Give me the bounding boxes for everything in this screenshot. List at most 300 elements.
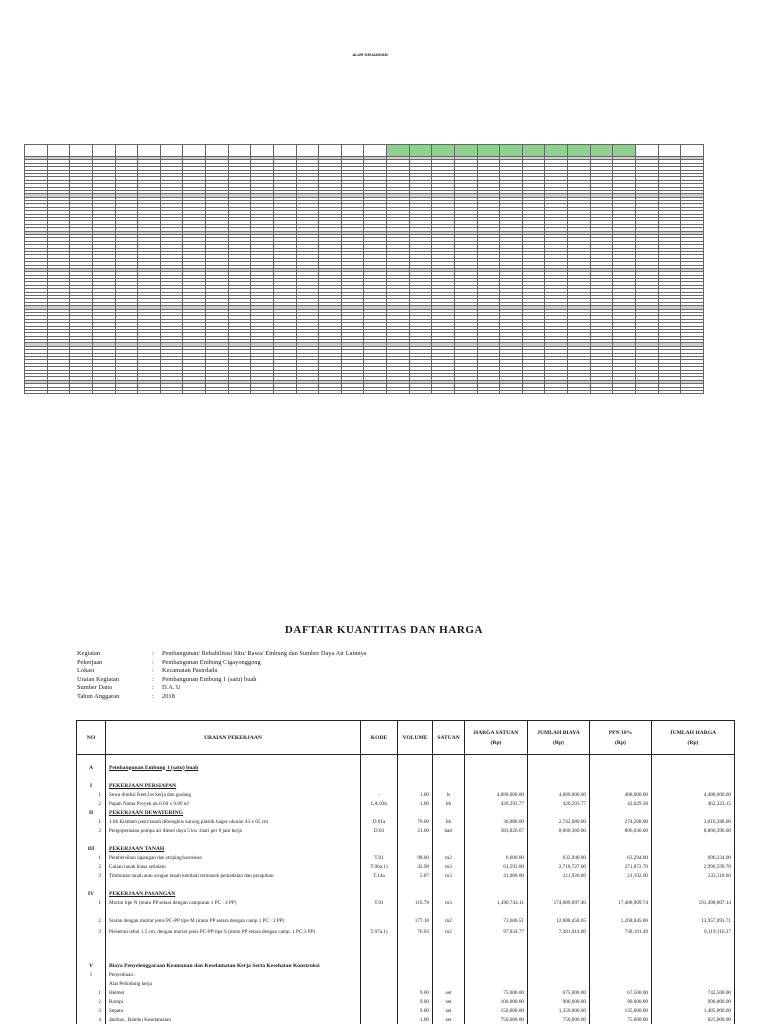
row-jumlah-biaya: 12,688,458.65 <box>528 917 590 926</box>
empty-cell <box>652 782 735 791</box>
summary-header-cell <box>500 145 523 157</box>
row-no: 1 <box>77 989 106 998</box>
row-harga-satuan: 71,600.51 <box>465 917 528 926</box>
empty-cell <box>361 971 398 980</box>
empty-cell <box>465 980 528 989</box>
empty-cell <box>590 845 652 854</box>
empty-cell <box>465 809 528 818</box>
empty-cell <box>465 782 528 791</box>
empty-cell <box>361 764 398 773</box>
table-row <box>77 773 735 782</box>
empty-cell <box>361 890 398 899</box>
table-row <box>77 998 735 1007</box>
row-satuan: m2 <box>433 926 465 944</box>
empty-cell <box>433 836 465 845</box>
row-ppn: 17,408,909.74 <box>590 899 652 908</box>
empty-cell <box>652 773 735 782</box>
row-uraian: Pengoperasian pompa air diesel daya 5 kw 1hari per 8 jam kerja <box>106 827 361 836</box>
row-jumlah-biaya: 632,940.00 <box>528 854 590 863</box>
empty-cell <box>361 809 398 818</box>
col-header-no: NO <box>77 721 106 755</box>
info-row <box>77 684 367 693</box>
empty-cell <box>361 881 398 890</box>
row-jumlah-harga: 696,234.00 <box>652 854 735 863</box>
summary-header-cell <box>138 145 161 157</box>
empty-cell <box>465 971 528 980</box>
row-no: 1 <box>77 899 106 908</box>
table-row <box>77 791 735 800</box>
row-harga-satuan: 36,080.00 <box>465 818 528 827</box>
empty-cell <box>398 908 433 917</box>
row-uraian: Papan Nama Proyek uk.0.60 x 0.80 m² <box>106 800 361 809</box>
empty-cell <box>528 773 590 782</box>
empty-cell <box>433 944 465 953</box>
row-jumlah-biaya: 750,000.00 <box>528 1016 590 1024</box>
summary-cell <box>590 390 613 393</box>
row-volume: 177.18 <box>398 917 433 926</box>
row-satuan: m3 <box>433 872 465 881</box>
summary-header-cell <box>319 145 342 157</box>
summary-cell <box>681 390 704 393</box>
row-no: II <box>77 809 106 818</box>
row-ppn: 90,000.00 <box>590 998 652 1007</box>
col-header-jumlah-biaya: JUMLAH BIAYA (Rp) <box>528 721 590 755</box>
row-uraian: Penyediaan : <box>106 971 361 980</box>
row-uraian: PEKERJAAN DEWATERING <box>106 809 361 818</box>
empty-cell <box>652 890 735 899</box>
row-ppn: 63,294.00 <box>590 854 652 863</box>
row-volume: 116.78 <box>398 899 433 908</box>
table-row <box>77 800 735 809</box>
row-uraian: Biaya Penyelenggaraan Keamanan dan Keselamatan Kerja Serta Kesehatan Konstruksi <box>106 962 361 971</box>
row-volume: 1.00 <box>398 800 433 809</box>
summary-header-cell <box>477 145 500 157</box>
row-uraian: Sewa direksi Keet,los kerja dan gudang <box>106 791 361 800</box>
row-satuan: bh <box>433 800 465 809</box>
row-kode: T.07a.1) <box>361 926 398 944</box>
row-uraian: Rompi <box>106 998 361 1007</box>
row-no: 2 <box>77 863 106 872</box>
empty-cell <box>106 773 361 782</box>
empty-cell <box>590 881 652 890</box>
row-no: V <box>77 962 106 971</box>
empty-cell <box>590 755 652 764</box>
empty-cell <box>106 836 361 845</box>
empty-cell <box>590 890 652 899</box>
empty-cell <box>465 962 528 971</box>
empty-cell <box>398 953 433 962</box>
empty-cell <box>652 755 735 764</box>
row-jumlah-harga: 742,500.00 <box>652 989 735 998</box>
summary-header-cell <box>228 145 251 157</box>
empty-cell <box>528 764 590 773</box>
empty-cell <box>433 890 465 899</box>
row-jumlah-harga: 990,000.00 <box>652 998 735 1007</box>
empty-cell <box>528 836 590 845</box>
info-separator: : <box>152 692 154 700</box>
summary-cell <box>70 390 93 393</box>
row-volume: 1.00 <box>398 791 433 800</box>
row-kode: D.01a <box>361 818 398 827</box>
row-no: IV <box>77 890 106 899</box>
row-uraian: Plesteran tebal 1,5 cm, dengan mortar jenis PC-PP tipe S (mutu PP setara dengan camp. 1 PC:3 PP) <box>106 926 361 944</box>
row-satuan: ls <box>433 791 465 800</box>
row-harga-satuan: 383,826.67 <box>465 827 528 836</box>
empty-cell <box>465 908 528 917</box>
table-row <box>77 944 735 953</box>
info-value: 2018 <box>162 692 175 700</box>
summary-header-cell <box>613 145 636 157</box>
row-kode: D.03 <box>361 827 398 836</box>
row-jumlah-harga: 8,119,116.37 <box>652 926 735 944</box>
empty-cell <box>465 944 528 953</box>
row-harga-satuan: 100,000.00 <box>465 998 528 1007</box>
summary-cell <box>568 390 591 393</box>
empty-cell <box>590 944 652 953</box>
row-uraian: Mortar tipe N (mutu PP setara dengan campuran 1 PC : 4 PP) <box>106 899 361 908</box>
summary-sheet-title: ALUR KEUANGAN <box>352 52 388 57</box>
summary-grid <box>24 144 704 394</box>
row-harga-satuan: 4,080,000.00 <box>465 791 528 800</box>
empty-cell <box>652 980 735 989</box>
empty-cell <box>652 971 735 980</box>
empty-cell <box>361 944 398 953</box>
empty-cell <box>590 980 652 989</box>
info-label: Uraian Kegiatan <box>77 675 120 683</box>
summary-header-cell <box>364 145 387 157</box>
info-row <box>77 650 367 659</box>
row-volume: 9.00 <box>398 998 433 1007</box>
empty-cell <box>398 962 433 971</box>
empty-cell <box>106 755 361 764</box>
row-satuan: m2 <box>433 917 465 926</box>
table-row <box>77 836 735 845</box>
summary-cell <box>319 390 342 393</box>
empty-cell <box>590 962 652 971</box>
row-kode <box>361 1016 398 1024</box>
table-row <box>77 980 735 989</box>
summary-cell <box>613 390 636 393</box>
empty-cell <box>465 755 528 764</box>
summary-sheet <box>20 48 720 403</box>
info-value: Pembangunan Embung Cigayonggong <box>162 658 261 666</box>
row-jumlah-harga: 3,016,288.00 <box>652 818 735 827</box>
empty-cell <box>433 881 465 890</box>
row-no: A <box>77 764 106 773</box>
empty-cell <box>398 890 433 899</box>
document-title: DAFTAR KUANTITAS DAN HARGA <box>284 624 484 636</box>
empty-cell <box>77 836 106 845</box>
col-header-jumlah-harga: JUMLAH HARGA (Rp) <box>652 721 735 755</box>
document-info <box>77 650 367 702</box>
summary-cell <box>273 390 296 393</box>
row-satuan: hari <box>433 827 465 836</box>
row-ppn: 274,208.00 <box>590 818 652 827</box>
summary-header-cell <box>658 145 681 157</box>
summary-cell <box>522 390 545 393</box>
empty-cell <box>528 944 590 953</box>
row-kode <box>361 1007 398 1016</box>
info-label: Kegiatan <box>77 650 101 657</box>
info-value: D.A. U <box>162 684 181 692</box>
row-harga-satuan: 75,000.00 <box>465 989 528 998</box>
empty-cell <box>590 908 652 917</box>
empty-cell <box>361 980 398 989</box>
summary-header-cell <box>92 145 115 157</box>
empty-cell <box>590 764 652 773</box>
empty-cell <box>77 881 106 890</box>
empty-cell <box>398 755 433 764</box>
empty-cell <box>528 809 590 818</box>
table-row <box>77 854 735 863</box>
summary-header-cell <box>387 145 410 157</box>
row-jumlah-biaya: 211,926.00 <box>528 872 590 881</box>
row-jumlah-harga: 825,000.00 <box>652 1016 735 1024</box>
empty-cell <box>77 755 106 764</box>
summary-cell <box>387 390 410 393</box>
row-uraian: Galian tanah biasa sedalam <box>106 863 361 872</box>
empty-cell <box>77 773 106 782</box>
table-row <box>77 872 735 881</box>
empty-cell <box>528 980 590 989</box>
summary-cell <box>92 390 115 393</box>
summary-header-row <box>25 145 704 157</box>
summary-header-cell <box>545 145 568 157</box>
info-label: Pekerjaan <box>77 658 103 666</box>
row-kode: T.06a.1) <box>361 863 398 872</box>
empty-cell <box>361 962 398 971</box>
empty-cell <box>106 944 361 953</box>
empty-cell <box>528 782 590 791</box>
row-uraian: Pembangunan Embung 1 (satu) buah <box>106 764 361 773</box>
row-jumlah-biaya: 900,000.00 <box>528 998 590 1007</box>
summary-cell <box>47 390 70 393</box>
table-row <box>77 845 735 854</box>
empty-cell <box>465 773 528 782</box>
table-row <box>77 971 735 980</box>
summary-header-cell <box>115 145 138 157</box>
empty-cell <box>361 908 398 917</box>
row-jumlah-harga: 8,866,396.00 <box>652 827 735 836</box>
row-volume: 76.00 <box>398 818 433 827</box>
info-separator: : <box>152 650 154 657</box>
row-no: 3 <box>77 1007 106 1016</box>
info-separator: : <box>152 675 154 683</box>
row-satuan: set <box>433 998 465 1007</box>
summary-cell <box>183 390 206 393</box>
summary-sheet-info <box>20 60 440 64</box>
row-jumlah-biaya: 420,293.77 <box>528 800 590 809</box>
empty-cell <box>590 836 652 845</box>
empty-cell <box>528 890 590 899</box>
row-harga-satuan: 1,490,744.11 <box>465 899 528 908</box>
empty-cell <box>590 773 652 782</box>
summary-header-cell <box>341 145 364 157</box>
summary-header-cell <box>70 145 93 157</box>
table-row <box>77 926 735 944</box>
empty-cell <box>433 764 465 773</box>
row-ppn: 738,101.49 <box>590 926 652 944</box>
table-row <box>77 1016 735 1024</box>
row-jumlah-harga: 233,118.60 <box>652 872 735 881</box>
empty-cell <box>106 908 361 917</box>
empty-cell <box>398 836 433 845</box>
summary-cell <box>477 390 500 393</box>
row-volume: 43.98 <box>398 863 433 872</box>
summary-cell <box>228 390 251 393</box>
row-no: 1 <box>77 818 106 827</box>
row-ppn: 42,029.38 <box>590 800 652 809</box>
summary-header-cell <box>681 145 704 157</box>
row-volume: 21.00 <box>398 827 433 836</box>
empty-cell <box>528 962 590 971</box>
row-no: 1 <box>77 854 106 863</box>
summary-cell <box>25 390 48 393</box>
row-no <box>77 980 106 989</box>
row-no: 2 <box>77 800 106 809</box>
row-harga-satuan: 150,000.00 <box>465 1007 528 1016</box>
empty-cell <box>652 845 735 854</box>
summary-header-cell <box>296 145 319 157</box>
row-jumlah-biaya: 174,089,097.40 <box>528 899 590 908</box>
empty-cell <box>528 908 590 917</box>
info-separator: : <box>152 667 154 675</box>
row-kode: LA.03b <box>361 800 398 809</box>
row-satuan: set <box>433 989 465 998</box>
summary-header-cell <box>206 145 229 157</box>
empty-cell <box>398 971 433 980</box>
empty-cell <box>652 836 735 845</box>
row-uraian: 1 bh Kistdam pasir/tanah dibungkus karung plastik bagor ukuran 43 x 65 cm <box>106 818 361 827</box>
summary-header-cell <box>183 145 206 157</box>
empty-cell <box>652 881 735 890</box>
table-row <box>77 809 735 818</box>
row-ppn: 1,268,845.06 <box>590 917 652 926</box>
row-harga-satuan: 41,000.00 <box>465 872 528 881</box>
empty-cell <box>652 809 735 818</box>
empty-cell <box>398 773 433 782</box>
row-volume: 98.00 <box>398 854 433 863</box>
summary-cell <box>658 390 681 393</box>
empty-cell <box>398 980 433 989</box>
row-jumlah-biaya: 675,000.00 <box>528 989 590 998</box>
empty-cell <box>433 782 465 791</box>
table-row <box>77 890 735 899</box>
row-no: 3 <box>77 926 106 944</box>
summary-header-cell <box>432 145 455 157</box>
empty-cell <box>398 764 433 773</box>
empty-cell <box>398 845 433 854</box>
info-separator: : <box>152 658 154 666</box>
row-jumlah-harga: 4,488,000.00 <box>652 791 735 800</box>
summary-cell <box>409 390 432 393</box>
empty-cell <box>465 953 528 962</box>
info-label: Lokasi <box>77 667 95 675</box>
empty-cell <box>465 890 528 899</box>
row-no: I <box>77 782 106 791</box>
empty-cell <box>77 944 106 953</box>
table-row <box>77 755 735 764</box>
empty-cell <box>528 755 590 764</box>
bill-of-quantities-document <box>0 600 768 1024</box>
row-ppn: 135,000.00 <box>590 1007 652 1016</box>
summary-cell <box>454 390 477 393</box>
table-row <box>77 1007 735 1016</box>
row-uraian: Jaslitas , Rambu Keselamatan <box>106 1016 361 1024</box>
quantity-price-table <box>76 720 734 1024</box>
empty-cell <box>652 953 735 962</box>
empty-cell <box>652 944 735 953</box>
summary-header-cell <box>568 145 591 157</box>
row-no: I <box>77 971 106 980</box>
table-row <box>77 782 735 791</box>
row-harga-satuan: 6,600.00 <box>465 854 528 863</box>
summary-cell <box>635 390 658 393</box>
info-value: Pembangunan Embung 1 (satu) buah <box>162 675 257 683</box>
summary-cell <box>115 390 138 393</box>
empty-cell <box>528 845 590 854</box>
row-no: 3 <box>77 872 106 881</box>
summary-header-cell <box>160 145 183 157</box>
empty-cell <box>398 944 433 953</box>
empty-cell <box>433 971 465 980</box>
row-harga-satuan: 750,000.00 <box>465 1016 528 1024</box>
summary-header-cell <box>454 145 477 157</box>
empty-cell <box>528 971 590 980</box>
row-no: III <box>77 845 106 854</box>
summary-row <box>25 390 704 393</box>
empty-cell <box>590 782 652 791</box>
col-header-volume: VOLUME <box>398 721 433 755</box>
info-label: Tahun Anggaran <box>77 692 120 700</box>
row-uraian: Alat Pelindung kerja <box>106 980 361 989</box>
table-row <box>77 881 735 890</box>
info-row <box>77 676 367 685</box>
empty-cell <box>361 836 398 845</box>
table-row <box>77 917 735 926</box>
info-label: Sumber Dana <box>77 684 112 692</box>
row-jumlah-harga: 2,990,599.70 <box>652 863 735 872</box>
empty-cell <box>590 809 652 818</box>
row-no: 2 <box>77 998 106 1007</box>
row-uraian: Sepatu <box>106 1007 361 1016</box>
empty-cell <box>398 782 433 791</box>
summary-cell <box>296 390 319 393</box>
row-harga-satuan: 420,293.77 <box>465 800 528 809</box>
summary-header-cell <box>25 145 48 157</box>
empty-cell <box>398 809 433 818</box>
row-no: 2 <box>77 827 106 836</box>
empty-cell <box>77 908 106 917</box>
summary-cell <box>206 390 229 393</box>
table-row <box>77 989 735 998</box>
table-row <box>77 764 735 773</box>
row-volume: 1.00 <box>398 1016 433 1024</box>
empty-cell <box>433 962 465 971</box>
empty-cell <box>433 773 465 782</box>
summary-header-cell <box>409 145 432 157</box>
summary-cell <box>432 390 455 393</box>
empty-cell <box>433 755 465 764</box>
empty-cell <box>361 845 398 854</box>
row-kode: T.01 <box>361 899 398 908</box>
empty-cell <box>106 881 361 890</box>
table-header-row <box>77 721 735 755</box>
row-harga-satuan: 97,034.77 <box>465 926 528 944</box>
table-row <box>77 863 735 872</box>
summary-header-cell <box>635 145 658 157</box>
summary-header-cell <box>47 145 70 157</box>
